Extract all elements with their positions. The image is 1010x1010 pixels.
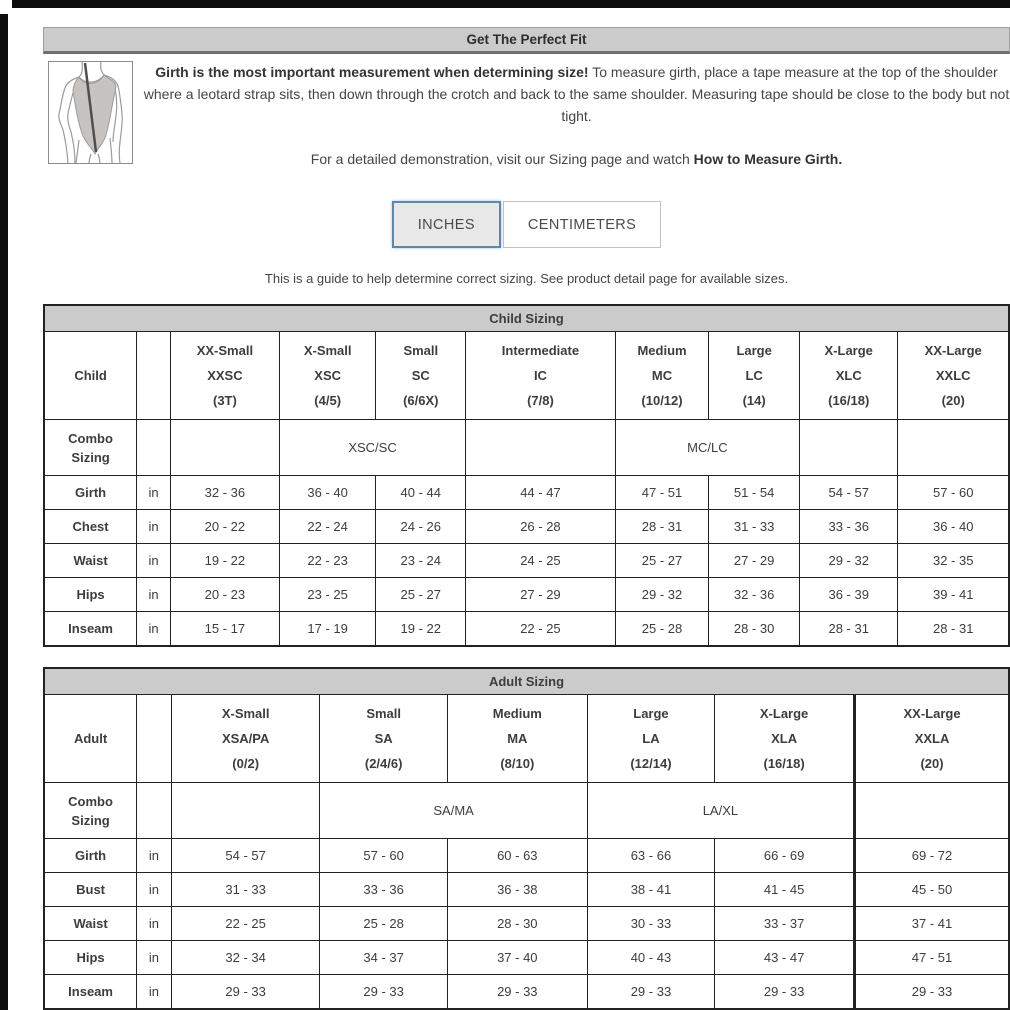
table-cell: 29 - 33 — [855, 975, 1009, 1010]
page-title: Get The Perfect Fit — [43, 27, 1010, 54]
unit-cell: in — [137, 907, 172, 941]
size-range: (2/4/6) — [364, 756, 403, 771]
leotard-figure-icon — [49, 62, 132, 163]
table-cell: 33 - 36 — [320, 873, 447, 907]
intro-paragraph — [143, 61, 1010, 127]
intro-regular-text: To measure girth, place a tape measure at the top of the shoulder where a leotard strap sits, then down through the crotch and back to the same shoulder. Measuring tape should be close to the body but not tight. — [143, 64, 1010, 124]
size-code: LA — [642, 731, 660, 746]
size-range: (6/6X) — [403, 393, 439, 408]
unit-column-header — [137, 332, 171, 420]
row-label: Hips — [44, 578, 137, 612]
size-column-header — [279, 332, 376, 420]
combo-empty-cell — [170, 420, 279, 476]
size-name: Intermediate — [501, 343, 580, 358]
table-cell: 32 - 35 — [898, 544, 1009, 578]
table-cell: 36 - 40 — [898, 510, 1009, 544]
table-cell: 29 - 32 — [800, 544, 898, 578]
table-cell: 17 - 19 — [279, 612, 376, 647]
size-code: SC — [411, 368, 430, 383]
size-column-header — [447, 695, 587, 783]
table-cell: 32 - 34 — [171, 941, 320, 975]
combo-row-label — [44, 420, 137, 476]
size-name: X-Small — [303, 343, 352, 358]
centimeters-button[interactable]: CENTIMETERS — [503, 201, 661, 248]
demo-bold-text: How to Measure Girth. — [693, 151, 843, 167]
size-code: XXLA — [914, 731, 950, 746]
table-cell: 28 - 31 — [800, 612, 898, 647]
table-cell: 29 - 33 — [171, 975, 320, 1010]
adult-header-row — [44, 695, 1009, 783]
table-cell: 25 - 27 — [615, 544, 709, 578]
size-name: Small — [403, 343, 439, 358]
size-column-header — [171, 695, 320, 783]
adult-table-title: Adult Sizing — [44, 668, 1009, 695]
table-cell: 29 - 33 — [587, 975, 714, 1010]
table-cell: 19 - 22 — [376, 612, 466, 647]
table-cell: 47 - 51 — [615, 476, 709, 510]
size-range: (16/18) — [828, 393, 870, 408]
size-name: X-Small — [221, 706, 270, 721]
table-cell: 54 - 57 — [171, 839, 320, 873]
size-range: (8/10) — [500, 756, 535, 771]
unit-cell: in — [137, 476, 171, 510]
table-cell: 29 - 33 — [715, 975, 855, 1010]
adult-combo-row — [44, 783, 1009, 839]
size-column-header — [615, 332, 709, 420]
size-code: XXSC — [207, 368, 243, 383]
unit-cell: in — [137, 941, 172, 975]
table-row — [44, 476, 1009, 510]
table-cell: 15 - 17 — [170, 612, 279, 647]
page-content — [43, 27, 1010, 1010]
intro-section — [43, 61, 1010, 170]
table-cell: 40 - 43 — [587, 941, 714, 975]
size-range: (14) — [742, 393, 766, 408]
combo-empty-cell — [466, 420, 616, 476]
combo-label-text: Combo Sizing — [68, 793, 113, 828]
table-cell: 34 - 37 — [320, 941, 447, 975]
size-code: MA — [507, 731, 528, 746]
table-cell: 28 - 30 — [447, 907, 587, 941]
combo-empty-cell — [898, 420, 1009, 476]
table-cell: 31 - 33 — [709, 510, 800, 544]
table-cell: 30 - 33 — [587, 907, 714, 941]
unit-cell: in — [137, 612, 171, 647]
size-column-header — [800, 332, 898, 420]
table-row — [44, 510, 1009, 544]
unit-cell: in — [137, 839, 172, 873]
table-cell: 28 - 31 — [898, 612, 1009, 647]
demo-regular-text: For a detailed demonstration, visit our Sizing page and watch — [310, 151, 694, 167]
combo-empty-cell — [800, 420, 898, 476]
table-cell: 23 - 24 — [376, 544, 466, 578]
size-name: Large — [633, 706, 669, 721]
table-cell: 66 - 69 — [715, 839, 855, 873]
combo-span-cell: LA/XL — [587, 783, 854, 839]
table-cell: 32 - 36 — [170, 476, 279, 510]
size-column-header — [855, 695, 1009, 783]
table-row — [44, 612, 1009, 647]
combo-empty-cell — [137, 420, 171, 476]
table-cell: 27 - 29 — [709, 544, 800, 578]
table-cell: 51 - 54 — [709, 476, 800, 510]
table-cell: 69 - 72 — [855, 839, 1009, 873]
child-combo-row — [44, 420, 1009, 476]
size-code: LC — [745, 368, 763, 383]
size-range: (7/8) — [527, 393, 554, 408]
table-cell: 24 - 26 — [376, 510, 466, 544]
table-row — [44, 578, 1009, 612]
sizing-guide-note: This is a guide to help determine correct sizing. See product detail page for available sizes. — [264, 271, 789, 286]
leotard-girth-diagram-image — [48, 61, 133, 164]
table-cell: 29 - 32 — [615, 578, 709, 612]
table-cell: 19 - 22 — [170, 544, 279, 578]
unit-cell: in — [137, 510, 171, 544]
table-cell: 45 - 50 — [855, 873, 1009, 907]
table-cell: 25 - 28 — [615, 612, 709, 647]
table-cell: 37 - 41 — [855, 907, 1009, 941]
size-code: XXLC — [935, 368, 971, 383]
table-cell: 40 - 44 — [376, 476, 466, 510]
unit-cell: in — [137, 873, 172, 907]
size-code: SA — [374, 731, 393, 746]
adult-corner-label: Adult — [44, 695, 137, 783]
unit-toggle-group — [43, 201, 1010, 248]
size-code: MC — [651, 368, 673, 383]
size-code: IC — [533, 368, 547, 383]
size-column-header — [709, 332, 800, 420]
row-label: Inseam — [44, 612, 137, 647]
row-label: Waist — [44, 907, 137, 941]
row-label: Inseam — [44, 975, 137, 1010]
table-cell: 47 - 51 — [855, 941, 1009, 975]
row-label: Waist — [44, 544, 137, 578]
table-cell: 32 - 36 — [709, 578, 800, 612]
combo-row-label — [44, 783, 137, 839]
table-row — [44, 907, 1009, 941]
unit-cell: in — [137, 544, 171, 578]
scan-border-top — [12, 0, 1010, 8]
size-range: (20) — [920, 756, 944, 771]
size-code: XLA — [771, 731, 798, 746]
table-cell: 28 - 30 — [709, 612, 800, 647]
table-cell: 44 - 47 — [466, 476, 616, 510]
combo-label-text: Combo Sizing — [68, 430, 113, 465]
size-range: (0/2) — [232, 756, 260, 771]
table-cell: 37 - 40 — [447, 941, 587, 975]
size-code: XLC — [835, 368, 862, 383]
table-cell: 36 - 39 — [800, 578, 898, 612]
table-cell: 54 - 57 — [800, 476, 898, 510]
table-cell: 38 - 41 — [587, 873, 714, 907]
size-column-header — [320, 695, 447, 783]
intro-bold-sentence: Girth is the most important measurement when determining size! — [155, 64, 589, 80]
table-cell: 33 - 37 — [715, 907, 855, 941]
size-name: X-Large — [824, 343, 873, 358]
row-label: Bust — [44, 873, 137, 907]
table-row — [44, 941, 1009, 975]
size-range: (20) — [941, 393, 965, 408]
table-cell: 20 - 22 — [170, 510, 279, 544]
table-row — [44, 544, 1009, 578]
table-cell: 60 - 63 — [447, 839, 587, 873]
table-cell: 57 - 60 — [320, 839, 447, 873]
table-cell: 25 - 27 — [376, 578, 466, 612]
size-range: (10/12) — [641, 393, 683, 408]
table-cell: 29 - 33 — [447, 975, 587, 1010]
size-column-header — [376, 332, 466, 420]
intro-text-column — [133, 61, 1010, 170]
combo-empty-cell — [137, 783, 172, 839]
size-column-header — [715, 695, 855, 783]
inches-button[interactable]: INCHES — [392, 201, 501, 248]
row-label: Chest — [44, 510, 137, 544]
table-cell: 43 - 47 — [715, 941, 855, 975]
table-row — [44, 839, 1009, 873]
size-column-header — [898, 332, 1009, 420]
size-name: XX-Large — [903, 706, 961, 721]
size-code: XSC — [314, 368, 342, 383]
table-cell: 28 - 31 — [615, 510, 709, 544]
size-name: Medium — [637, 343, 687, 358]
size-range: (16/18) — [763, 756, 805, 771]
size-name: X-Large — [759, 706, 809, 721]
size-code: XSA/PA — [221, 731, 270, 746]
table-cell: 22 - 23 — [279, 544, 376, 578]
table-cell: 22 - 24 — [279, 510, 376, 544]
child-table-title: Child Sizing — [44, 305, 1009, 332]
combo-empty-cell — [171, 783, 320, 839]
row-label: Girth — [44, 476, 137, 510]
combo-span-cell: XSC/SC — [279, 420, 465, 476]
table-cell: 36 - 38 — [447, 873, 587, 907]
table-cell: 24 - 25 — [466, 544, 616, 578]
combo-empty-cell — [855, 783, 1009, 839]
size-column-header — [466, 332, 616, 420]
child-header-row — [44, 332, 1009, 420]
table-cell: 22 - 25 — [171, 907, 320, 941]
size-name: Medium — [492, 706, 542, 721]
table-cell: 22 - 25 — [466, 612, 616, 647]
table-row — [44, 975, 1009, 1010]
row-label: Hips — [44, 941, 137, 975]
combo-span-cell: SA/MA — [320, 783, 587, 839]
table-cell: 26 - 28 — [466, 510, 616, 544]
table-cell: 39 - 41 — [898, 578, 1009, 612]
table-cell: 23 - 25 — [279, 578, 376, 612]
table-row — [44, 873, 1009, 907]
table-cell: 57 - 60 — [898, 476, 1009, 510]
size-name: XX-Large — [924, 343, 982, 358]
child-sizing-table — [43, 304, 1010, 647]
demo-line — [143, 148, 1010, 170]
table-cell: 20 - 23 — [170, 578, 279, 612]
table-cell: 36 - 40 — [279, 476, 376, 510]
scan-border-left — [0, 14, 8, 1010]
table-cell: 29 - 33 — [320, 975, 447, 1010]
table-cell: 63 - 66 — [587, 839, 714, 873]
size-range: (4/5) — [314, 393, 342, 408]
table-cell: 27 - 29 — [466, 578, 616, 612]
size-range: (3T) — [212, 393, 237, 408]
combo-span-cell: MC/LC — [615, 420, 799, 476]
table-cell: 41 - 45 — [715, 873, 855, 907]
size-name: Small — [366, 706, 401, 721]
unit-cell: in — [137, 975, 172, 1010]
size-name: Large — [736, 343, 772, 358]
size-column-header — [170, 332, 279, 420]
adult-sizing-table — [43, 667, 1010, 1010]
child-corner-label: Child — [44, 332, 137, 420]
table-cell: 33 - 36 — [800, 510, 898, 544]
unit-column-header — [137, 695, 172, 783]
size-range: (12/14) — [630, 756, 672, 771]
size-column-header — [587, 695, 714, 783]
size-name: XX-Small — [196, 343, 254, 358]
row-label: Girth — [44, 839, 137, 873]
table-cell: 25 - 28 — [320, 907, 447, 941]
unit-cell: in — [137, 578, 171, 612]
table-cell: 31 - 33 — [171, 873, 320, 907]
